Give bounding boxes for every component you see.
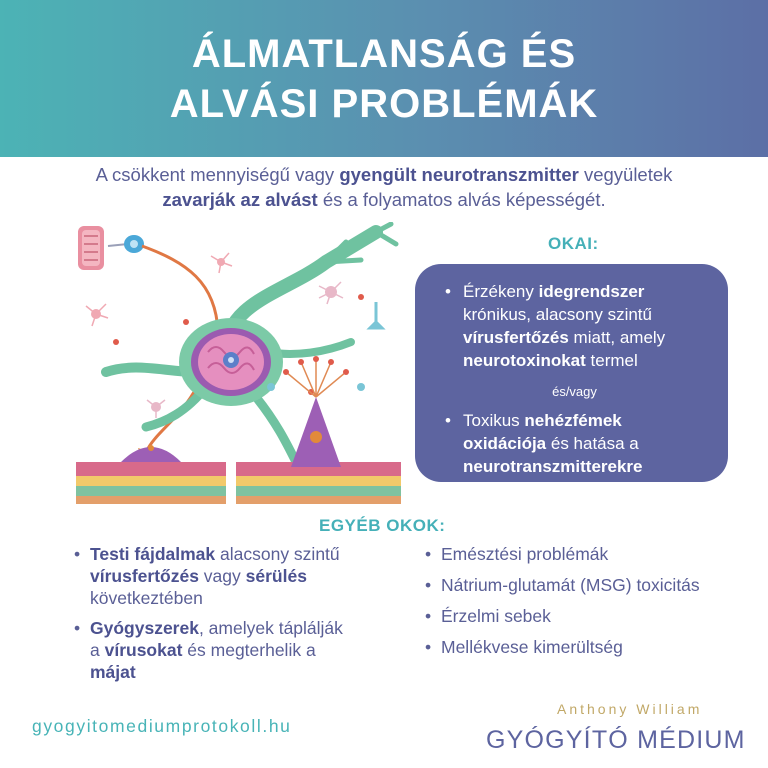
other-cause-msg: • Nátrium-glutamát (MSG) toxicitás bbox=[423, 574, 713, 596]
cause-2-bold-2: neurotranszmitterekre bbox=[463, 457, 643, 476]
causes-separator: és/vagy bbox=[552, 384, 597, 399]
synapse-cylinder-icon bbox=[78, 226, 104, 270]
med-bold-2: vírusokat bbox=[104, 640, 183, 660]
other-cause-pain bbox=[72, 543, 352, 609]
causes-box bbox=[415, 264, 728, 482]
med-bold-1: Gyógyszerek bbox=[90, 618, 199, 638]
tissue-layer-left-icon bbox=[76, 445, 226, 504]
title-banner bbox=[0, 0, 768, 157]
intro-part-2: vegyületek bbox=[578, 164, 673, 185]
intro-bold-2: zavarják az alvást bbox=[162, 189, 318, 210]
pain-text-1: alacsony szintű bbox=[215, 544, 340, 564]
other-causes-right-list bbox=[423, 543, 713, 667]
brand-name: GYÓGYÍTÓ MÉDIUM bbox=[486, 726, 746, 754]
intro-part-3: és a folyamatos alvás képességét. bbox=[317, 189, 606, 210]
pain-text-3: következtében bbox=[90, 588, 203, 608]
causes-title: OKAI: bbox=[548, 234, 599, 253]
cause-1-text-4: termel bbox=[585, 351, 638, 370]
med-bold-3: májat bbox=[90, 662, 136, 682]
med-text-2: és megterhelik a bbox=[182, 640, 316, 660]
author-name: Anthony William bbox=[557, 701, 703, 717]
pain-bold-2: vírusfertőzés bbox=[90, 566, 199, 586]
pain-bold-1: Testi fájdalmak bbox=[90, 544, 216, 564]
website-url: gyogyitomediumprotokoll.hu bbox=[32, 716, 292, 736]
cause-1-bold-2: vírusfertőzés bbox=[463, 328, 569, 347]
cause-2-bold-1: nehézfémek oxidációja bbox=[463, 411, 622, 453]
other-causes-left-list bbox=[72, 543, 352, 691]
pain-text-2: vagy bbox=[198, 566, 246, 586]
other-cause-digestion: • Emésztési problémák bbox=[423, 543, 713, 565]
neuron-body-icon bbox=[106, 224, 396, 462]
cause-2-text-2: és hatása a bbox=[546, 434, 639, 453]
pain-bold-3: sérülés bbox=[245, 566, 307, 586]
cause-1-text-2: krónikus, alacsony szintű bbox=[463, 305, 652, 324]
cause-2-text-1: Toxikus bbox=[463, 411, 525, 430]
other-cause-medication bbox=[72, 617, 352, 683]
other-cause-adrenal: • Mellékvese kimerültség bbox=[423, 636, 713, 658]
neuron-illustration bbox=[76, 222, 401, 504]
other-cause-emotional: • Érzelmi sebek bbox=[423, 605, 713, 627]
cause-1-text-1: Érzékeny bbox=[463, 282, 539, 301]
intro-text bbox=[40, 162, 728, 212]
cause-item-heavy-metals bbox=[441, 409, 708, 478]
cause-1-bold-3: neurotoxinokat bbox=[463, 351, 586, 370]
cause-1-text-3: miatt, amely bbox=[568, 328, 666, 347]
page-title-line-1: ÁLMATLANSÁG ÉS bbox=[191, 31, 577, 76]
cause-item-nervous-system bbox=[441, 280, 708, 372]
med-text-1: , amelyek táplálják a bbox=[90, 618, 343, 660]
page-title-line-2: ALVÁSI PROBLÉMÁK bbox=[169, 81, 599, 126]
intro-part-1: A csökkent mennyiségű vagy bbox=[95, 164, 340, 185]
other-causes-title: EGYÉB OKOK: bbox=[319, 516, 446, 535]
cause-1-bold-1: idegrendszer bbox=[538, 282, 645, 301]
intro-bold-1: gyengült neurotranszmitter bbox=[339, 164, 579, 185]
